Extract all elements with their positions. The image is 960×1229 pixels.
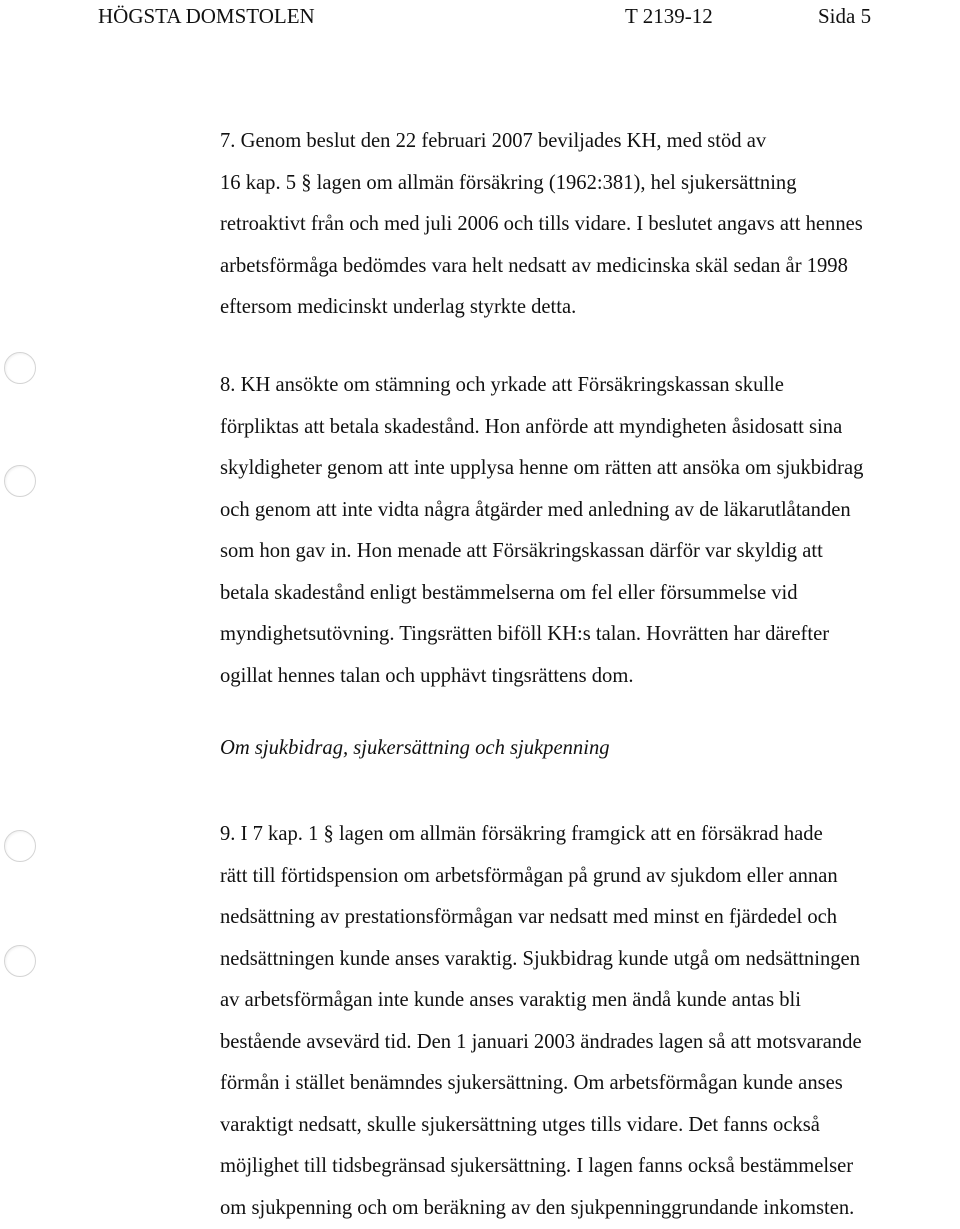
text-line: rätt till förtidspension om arbetsförmågan på grund av sjukdom eller annan <box>220 856 960 898</box>
text-line: nedsättning av prestationsförmågan var nedsatt med minst en fjärdedel och <box>220 897 960 939</box>
text-line: nedsättningen kunde anses varaktig. Sjukbidrag kunde utgå om nedsättningen <box>220 939 960 981</box>
text-line: 16 kap. 5 § lagen om allmän försäkring (1962:381), hel sjukersättning <box>220 163 960 205</box>
text-line: och genom att inte vidta några åtgärder med anledning av de läkarutlåtanden <box>220 490 960 532</box>
text-line: förpliktas att betala skadestånd. Hon anförde att myndigheten åsidosatt sina <box>220 407 960 449</box>
text-line: om sjukpenning och om beräkning av den sjukpenninggrundande inkomsten. <box>220 1188 960 1229</box>
punch-hole-mark <box>4 352 36 384</box>
text-line: skyldigheter genom att inte upplysa henne om rätten att ansöka om sjukbidrag <box>220 448 960 490</box>
court-name: HÖGSTA DOMSTOLEN <box>98 4 315 29</box>
punch-hole-mark <box>4 830 36 862</box>
text-line: 7. Genom beslut den 22 februari 2007 beviljades KH, med stöd av <box>220 121 960 163</box>
text-line: 9. I 7 kap. 1 § lagen om allmän försäkring framgick att en försäkrad hade <box>220 814 960 856</box>
text-line: arbetsförmåga bedömdes vara helt nedsatt av medicinska skäl sedan år 1998 <box>220 246 960 288</box>
text-line: eftersom medicinskt underlag styrkte detta. <box>220 287 960 329</box>
text-line: som hon gav in. Hon menade att Försäkringskassan därför var skyldig att <box>220 531 960 573</box>
punch-hole-mark <box>4 945 36 977</box>
page-number: Sida 5 <box>818 4 871 29</box>
text-line: 8. KH ansökte om stämning och yrkade att Försäkringskassan skulle <box>220 365 960 407</box>
case-number: T 2139-12 <box>625 4 713 29</box>
punch-hole-mark <box>4 465 36 497</box>
paragraph-7 <box>220 121 960 329</box>
text-line: bestående avsevärd tid. Den 1 januari 2003 ändrades lagen så att motsvarande <box>220 1022 960 1064</box>
text-line: möjlighet till tidsbegränsad sjukersättning. I lagen fanns också bestämmelser <box>220 1146 960 1188</box>
text-line: ogillat hennes talan och upphävt tingsrättens dom. <box>220 656 960 698</box>
paragraph-9 <box>220 814 960 1229</box>
page-header <box>0 4 960 34</box>
paragraph-8 <box>220 365 960 697</box>
text-line: betala skadestånd enligt bestämmelserna om fel eller försummelse vid <box>220 573 960 615</box>
text-line: varaktigt nedsatt, skulle sjukersättning utges tills vidare. Det fanns också <box>220 1105 960 1147</box>
text-line: av arbetsförmågan inte kunde anses varaktig men ändå kunde antas bli <box>220 980 960 1022</box>
text-line: retroaktivt från och med juli 2006 och tills vidare. I beslutet angavs att hennes <box>220 204 960 246</box>
text-line: myndighetsutövning. Tingsrätten biföll KH:s talan. Hovrätten har därefter <box>220 614 960 656</box>
section-heading: Om sjukbidrag, sjukersättning och sjukpenning <box>220 737 610 760</box>
text-line: förmån i stället benämndes sjukersättning. Om arbetsförmågan kunde anses <box>220 1063 960 1105</box>
